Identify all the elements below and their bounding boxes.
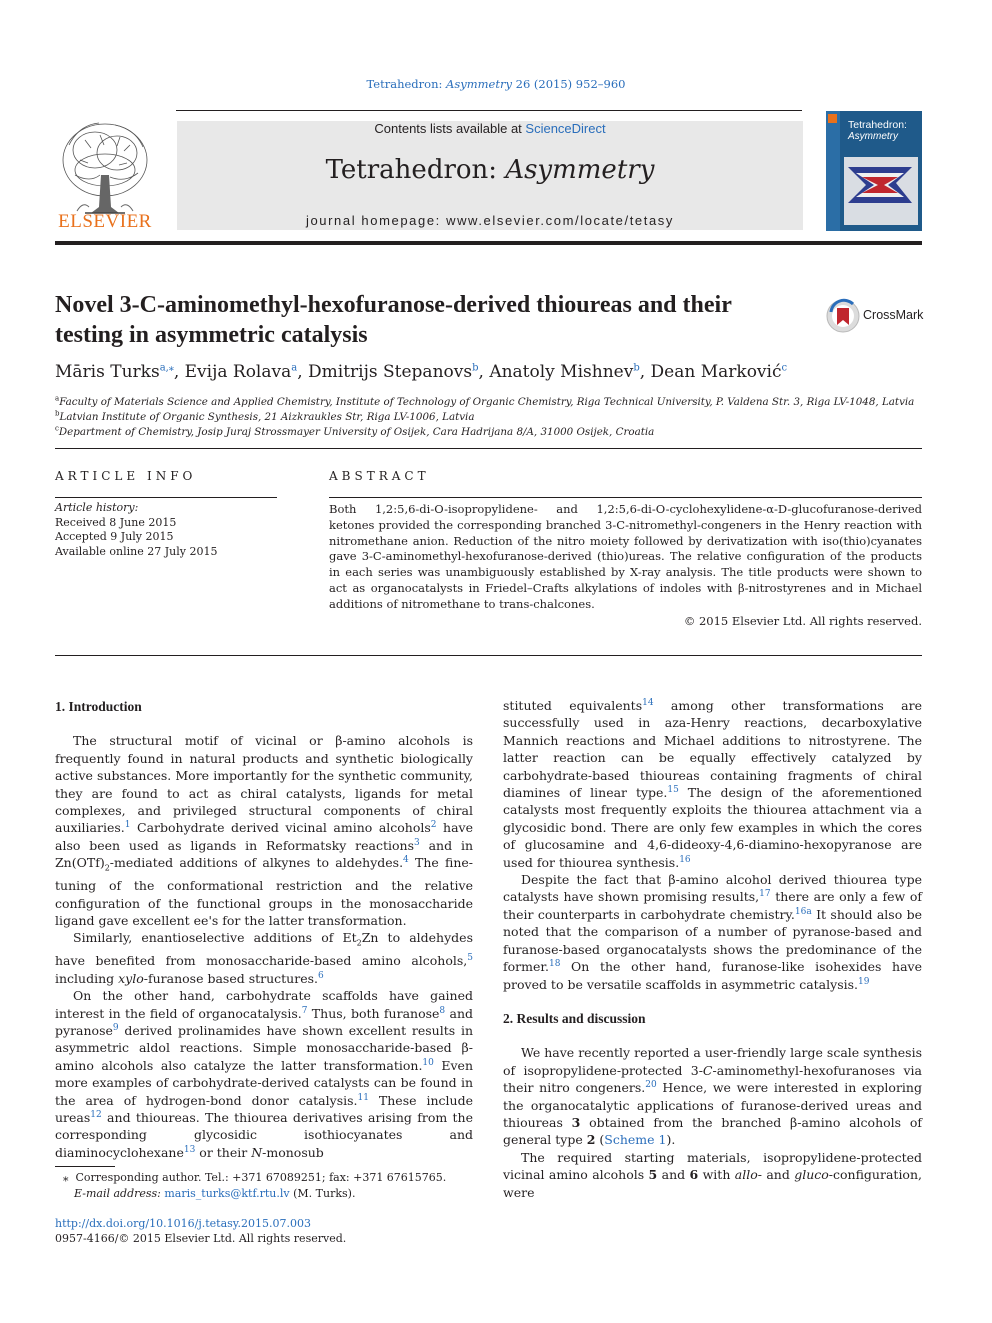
reference-link[interactable]: 14 bbox=[642, 697, 654, 708]
abstract-text: Both 1,2:5,6-di-O-isopropylidene- and 1,2:5,6-di-O-cyclohexylidene-α-D-glucofuranose-derived ketones provided the corresponding branched 3-C-nitromethyl-congeners in the Henry reaction with nitromethane anion. Reduction of the nitro moiety followed by derivatization with iso(thio)cyanates gave 3-C-aminomethyl-hexofuranose-derived (thio)ureas. The relative configuration of the products in each series was unambiguously established by X-ray analysis. The title products were shown to act as organocatalysts in Friedel–Crafts alkylations of indoles with β-nitrostyrenes and in Michael additions of nitromethane to trans-chalcones. bbox=[329, 502, 922, 611]
email-link[interactable]: maris_turks@ktf.rtu.lv bbox=[164, 1187, 290, 1200]
reference-link[interactable]: 17 bbox=[759, 889, 771, 900]
footnote-rule bbox=[55, 1166, 115, 1167]
corresponding-author-footnote: ⁎ Corresponding author. Tel.: +371 67089251; fax: +371 67615765. E-mail address: maris_turks@ktf.rtu.lv (M. Turks). bbox=[63, 1171, 447, 1200]
body-paragraph: Despite the fact that β-amino alcohol derived thiourea type catalysts have shown promising results,$^{17}$ there are only a few of their counterparts in carbohydrate chemistry.$^{16a}$ It should also be noted that the comparison of a number of pyranose-based and furanose-based organocatalysts shows the predominance of the former.$^{18}$ On the other hand, furanose-like isohexides have proved to be versatile scaffolds in asymmetric catalysis.$^{19}$ bbox=[503, 872, 922, 992]
header-thick-rule bbox=[55, 241, 922, 245]
reference-link[interactable]: 7 bbox=[301, 1005, 308, 1016]
journal-title: Tetrahedron: Asymmetry bbox=[325, 155, 655, 185]
elsevier-logo bbox=[55, 115, 155, 233]
affiliation-item: $^a$Faculty of Materials Science and Applied Chemistry, Institute of Technology of Organic Chemistry, Riga Technical University, P. Valdena Str. 3, Riga LV-1048, Latvia bbox=[55, 394, 915, 408]
body-paragraph: The required starting materials, isopropylidene-protected vicinal amino alcohols 5 and 6 with allo- and gluco-configuration, were bbox=[503, 1149, 922, 1200]
author-name[interactable]: Anatoly Mishnev bbox=[489, 362, 634, 382]
author-name[interactable]: Māris Turks bbox=[55, 362, 160, 382]
reference-link[interactable]: 4 bbox=[403, 855, 409, 866]
body-paragraph: Similarly, enantioselective additions of $Et_2Zn$ to aldehydes have benefited from monosaccharide-based amino alcohols,$^5$ including xylo-furanose based structures.$^6$ bbox=[55, 930, 473, 986]
doi-link[interactable]: http://dx.doi.org/10.1016/j.tetasy.2015.07.003 bbox=[55, 1217, 312, 1230]
journal-banner bbox=[177, 121, 803, 230]
reference-link[interactable]: 11 bbox=[357, 1092, 369, 1103]
reference-link[interactable]: 1 bbox=[124, 820, 131, 831]
crossmark-label: CrossMark bbox=[863, 308, 924, 322]
reference-link[interactable]: 18 bbox=[548, 958, 561, 969]
crossmark-icon bbox=[826, 298, 862, 334]
author-affiliation-mark[interactable]: c bbox=[781, 362, 788, 374]
sciencedirect-link[interactable]: ScienceDirect bbox=[525, 121, 606, 136]
reference-link[interactable]: 9 bbox=[112, 1022, 119, 1033]
reference-link[interactable]: 16a bbox=[794, 906, 812, 917]
body-paragraph: stituted equivalents$^{14}$ among other transformations are successfully used in aza-Henry reactions, decarboxylative Mannich reactions and Michael additions to nitrostyrene. The latter reaction can be equally effectively catalyzed by carbohydrate-based thioureas containing fragments of chiral diamines of linear type.$^{15}$ The design of the aforementioned catalysts most frequently exploits the thiourea attachment via a glycosidic bond. There are only few examples in which the cores of glucosamine and 4,6-dideoxy-4,6-diamino-hexopyranose are used for thiourea synthesis.$^{16}$ bbox=[503, 697, 922, 870]
reference-link[interactable]: 3 bbox=[414, 837, 420, 848]
affiliation-item: $^c$Department of Chemistry, Josip Juraj Strossmayer University of Osijek, Cara Hadrijana 8/A, 31000 Osijek, Croatia bbox=[55, 424, 655, 438]
doi-block bbox=[55, 1216, 346, 1246]
reference-link[interactable]: 13 bbox=[183, 1144, 196, 1155]
author-affiliation-mark[interactable]: a,⁎ bbox=[159, 362, 174, 374]
section-heading: 2. Results and discussion bbox=[503, 1010, 646, 1026]
author-name[interactable]: Dean Marković bbox=[650, 362, 782, 382]
journal-homepage[interactable]: journal homepage: www.elsevier.com/locate/tetasy bbox=[305, 213, 674, 228]
body-paragraph: We have recently reported a user-friendly large scale synthesis of isopropylidene-protected 3-C-aminomethyl-hexofuranoses via their nitro congeners.$^{20}$ Hence, we were interested in exploring the organocatalytic applications of furanose-derived ureas and thioureas 3 obtained from the branched β-amino alcohols of general type 2 (Scheme 1). bbox=[503, 1045, 922, 1148]
body-column-left bbox=[55, 698, 473, 1161]
reference-link[interactable]: 15 bbox=[667, 784, 679, 795]
reference-link[interactable]: 16 bbox=[679, 854, 691, 865]
body-column-right bbox=[503, 697, 922, 1201]
article-info-rule bbox=[55, 497, 277, 498]
body-paragraph: The structural motif of vicinal or β-amino alcohols is frequently found in natural products and synthetic biologically active substances. More importantly for the synthetic community, they are found to act as chiral catalysts, ligands for metal complexes, and privileged structural components of chiral auxiliaries.$^1$ Carbohydrate derived vicinal amino alcohols$^2$ have also been used as ligands in Reformatsky reactions$^3$ and in $Zn(OTf)_2$-mediated additions of alkynes to aldehydes.$^4$ The fine-tuning of the conformational restriction and the relative configuration of the functional groups in the monosaccharide ligand gave excellent ee's for the latter transformation. bbox=[55, 733, 473, 928]
author-name[interactable]: Dmitrijs Stepanovs bbox=[308, 362, 473, 382]
body-paragraph: On the other hand, carbohydrate scaffolds have gained interest in the field of organocatalysis.$^7$ Thus, both furanose$^8$ and pyranose$^9$ derived prolinamides have shown excellent results in asymmetric aldol reactions. Simple monosaccharide-based β-amino alcohols also catalyze the latter transformation.$^{10}$ Even more examples of carbohydrate-derived catalysts can be found in the area of hydrogen-bond donor catalysis.$^{11}$ These include ureas$^{12}$ and thioureas. The thiourea derivatives arising from the corresponding glycosidic isothiocyanates and diaminocyclohexane$^{13}$ or their N-monosub bbox=[55, 988, 474, 1160]
section-heading: 1. Introduction bbox=[55, 699, 142, 714]
author-affiliation-mark[interactable]: b bbox=[472, 362, 479, 374]
reference-link[interactable]: 2 bbox=[430, 820, 437, 831]
article-title: Novel 3-C-aminomethyl-hexofuranose-derived thioureas and their testing in asymmetric catalysis bbox=[55, 292, 732, 348]
reference-link[interactable]: 8 bbox=[439, 1005, 446, 1016]
header-rule bbox=[176, 110, 802, 111]
section-rule bbox=[55, 655, 922, 656]
abstract-copyright: © 2015 Elsevier Ltd. All rights reserved. bbox=[683, 614, 922, 628]
author-list: Māris Turks$^{a,⁎}$, Evija Rolava$^a$, Dmitrijs Stepanovs$^b$, Anatoly Mishnev$^b$, Dean Marković$^c$ bbox=[55, 362, 788, 382]
elsevier-wordmark: ELSEVIER bbox=[58, 211, 152, 232]
reference-link[interactable]: 20 bbox=[645, 1079, 657, 1090]
cover-title: Tetrahedron: bbox=[848, 119, 907, 131]
reference-link[interactable]: 19 bbox=[858, 976, 870, 987]
author-name[interactable]: Evija Rolava bbox=[184, 362, 292, 382]
affiliations bbox=[55, 395, 925, 440]
journal-cover bbox=[826, 111, 922, 231]
reference-link[interactable]: 10 bbox=[422, 1057, 434, 1068]
journal-citation[interactable]: Tetrahedron: Asymmetry 26 (2015) 952–960 bbox=[366, 77, 626, 91]
issn-line: 0957-4166/© 2015 Elsevier Ltd. All rights reserved. bbox=[55, 1232, 347, 1245]
crossmark-badge[interactable] bbox=[826, 298, 926, 334]
article-info-heading: ARTICLE INFO bbox=[55, 469, 197, 483]
cover-subtitle: Asymmetry bbox=[848, 131, 898, 142]
reference-link[interactable]: 6 bbox=[318, 970, 324, 981]
article-history: Article history: Received 8 June 2015 Accepted 9 July 2015 Available online 27 July 2015 bbox=[55, 501, 218, 558]
affiliation-item: $^b$Latvian Institute of Organic Synthesis, 21 Aizkraukles Str, Riga LV-1006, Latvia bbox=[55, 409, 475, 423]
abstract-rule bbox=[329, 497, 922, 498]
reference-link[interactable]: 5 bbox=[467, 953, 473, 964]
author-affiliation-mark[interactable]: b bbox=[633, 362, 640, 374]
abstract-heading: ABSTRACT bbox=[329, 469, 430, 483]
scheme-link[interactable]: Scheme 1 bbox=[604, 1132, 667, 1148]
section-rule bbox=[55, 448, 922, 449]
author-affiliation-mark[interactable]: a bbox=[291, 362, 298, 374]
reference-link[interactable]: 12 bbox=[90, 1109, 102, 1120]
contents-lists: Contents lists available at ScienceDirect bbox=[374, 121, 606, 136]
